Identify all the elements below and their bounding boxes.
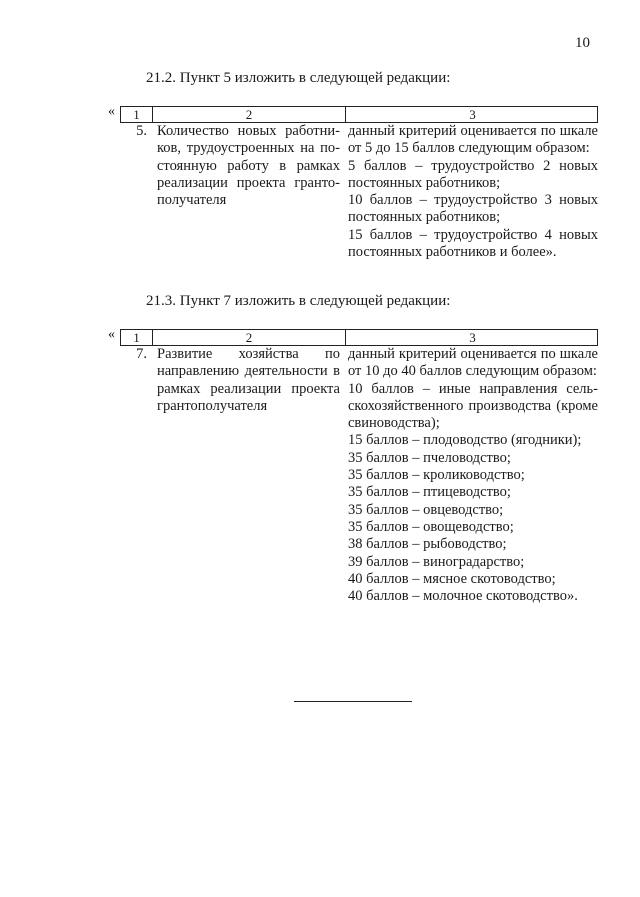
header-col-1: 1 xyxy=(133,107,140,122)
row-number: 7. xyxy=(136,346,147,362)
amendment-table-item-5 xyxy=(120,106,598,261)
criterion-text: Количество новых работников, трудоустроенных на постоянную работу в рамках реализации проекта грантополучателя xyxy=(157,123,340,209)
footer-rule xyxy=(294,701,412,702)
page-number: 10 xyxy=(575,35,590,51)
description-line: 15 баллов – плодоводство (ягодники); xyxy=(348,432,582,449)
row-number: 5. xyxy=(136,123,147,139)
description-line: 35 баллов – овощеводство; xyxy=(348,518,514,535)
description-line: 35 баллов – овцеводство; xyxy=(348,501,504,518)
description-line: 35 баллов – кролиководство; xyxy=(348,467,525,484)
header-col-2: 2 xyxy=(152,330,345,345)
description-line: 39 баллов – виноградарство; xyxy=(348,553,525,570)
opening-quote: « xyxy=(108,104,115,119)
opening-quote: « xyxy=(108,327,115,342)
description-line: 10 баллов – трудоустройство 3 новых постоянных работников; xyxy=(348,192,598,226)
description-line: 35 баллов – птицеводство; xyxy=(348,484,511,501)
description-line: 10 баллов – иные направления сельскохозяйственного производства (кроме свиноводства); xyxy=(348,380,598,432)
header-col-3: 3 xyxy=(345,330,599,345)
table-header-row xyxy=(120,106,598,122)
criterion-description xyxy=(344,346,598,605)
table-header-row xyxy=(120,329,598,345)
description-line: 5 баллов – трудоустройство 2 новых постоянных работников; xyxy=(348,157,598,191)
criterion-text: Развитие хозяйства по направлению деятельности в рамках реализации проекта грантополучателя xyxy=(157,346,340,414)
description-line: 35 баллов – пчеловодство; xyxy=(348,449,511,466)
description-line: 38 баллов – рыбоводство; xyxy=(348,536,507,553)
header-col-2: 2 xyxy=(152,107,345,122)
description-line: 40 баллов – мясное скотоводство; xyxy=(348,570,556,587)
section-heading-21-2: 21.2. Пункт 5 изложить в следующей редакции: xyxy=(146,70,451,86)
header-col-3: 3 xyxy=(345,107,599,122)
table-row xyxy=(120,345,598,605)
criterion-description xyxy=(344,123,598,261)
header-col-1: 1 xyxy=(133,330,140,345)
table-row xyxy=(120,122,598,261)
description-line: 15 баллов – трудоустройство 4 новых постоянных работников и более». xyxy=(348,226,598,261)
description-line: данный критерий оценивается по шкале от 10 до 40 баллов следующим образом: xyxy=(348,346,598,380)
description-line: данный критерий оценивается по шкале от 5 до 15 баллов следующим образом: xyxy=(348,123,598,157)
description-line: 40 баллов – молочное скотоводство». xyxy=(348,588,578,605)
amendment-table-item-7 xyxy=(120,329,598,605)
section-heading-21-3: 21.3. Пункт 7 изложить в следующей редакции: xyxy=(146,293,451,309)
